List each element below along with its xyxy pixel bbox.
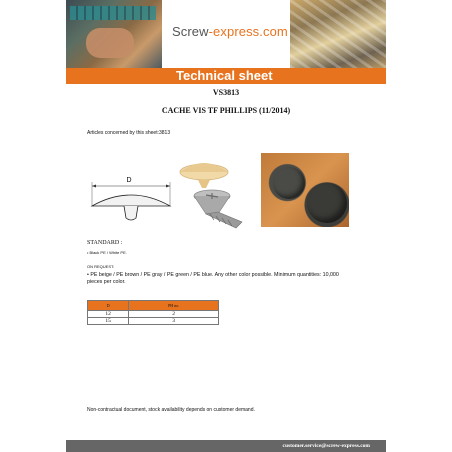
workshop-photo	[66, 0, 162, 68]
screw-tray	[70, 6, 156, 20]
cap-stem	[124, 206, 138, 220]
screws-texture	[290, 0, 386, 68]
screw-shank	[206, 212, 242, 228]
logo-suffix: -express.com	[208, 24, 288, 39]
table-row	[88, 318, 219, 325]
on-request-value: • PE beige / PE brown / PE gray / PE green / PE blue. Any other color possible. Minimum quantities: 10,000 pieces per color.	[87, 272, 339, 285]
disclaimer: Non-contractual document, stock availability depends on customer demand.	[87, 407, 255, 413]
hand-shape	[86, 28, 134, 58]
logo-prefix: Screw	[172, 24, 209, 39]
on-request-label: ON REQUEST:	[87, 264, 115, 269]
technical-sheet-banner	[66, 68, 386, 84]
table-cell: 15	[88, 318, 129, 325]
brand-logo	[172, 24, 288, 39]
dimension-table	[87, 300, 219, 325]
dimension-label: D	[126, 177, 132, 184]
arrow-left	[92, 185, 96, 188]
banner-title: Technical sheet	[176, 68, 273, 83]
cap-dimension-drawing	[88, 170, 174, 232]
black-caps-photo	[261, 153, 349, 227]
column-header: PH no.	[129, 301, 219, 311]
black-cap-large	[307, 183, 347, 223]
cap-stem-shade	[198, 180, 210, 188]
standard-label: STANDARD :	[87, 240, 123, 246]
articles-concerned: Articles concerned by this sheet:3813	[87, 130, 171, 136]
cap-dome-shade	[180, 163, 228, 172]
cap-dome	[92, 195, 170, 206]
table-cell: 2	[129, 311, 219, 318]
table-header-row	[88, 301, 219, 311]
technical-sheet-page	[66, 0, 386, 452]
product-reference: VS3813	[212, 88, 240, 97]
table-cell: 3	[129, 318, 219, 325]
customer-service-email[interactable]: customer.service@screw-express.com	[282, 443, 370, 449]
arrow-right	[166, 185, 170, 188]
standard-value: • Black PE / White PE.	[87, 250, 127, 255]
cap-on-screw-illustration	[176, 150, 252, 230]
black-cap-small	[273, 167, 305, 199]
product-title: CACHE VIS TF PHILLIPS (11/2014)	[161, 106, 291, 115]
logo-area	[162, 0, 290, 68]
column-header: D	[88, 301, 129, 311]
screws-photo	[290, 0, 386, 68]
table-row	[88, 311, 219, 318]
footer	[66, 440, 386, 452]
header	[66, 0, 386, 68]
table-cell: 12	[88, 311, 129, 318]
